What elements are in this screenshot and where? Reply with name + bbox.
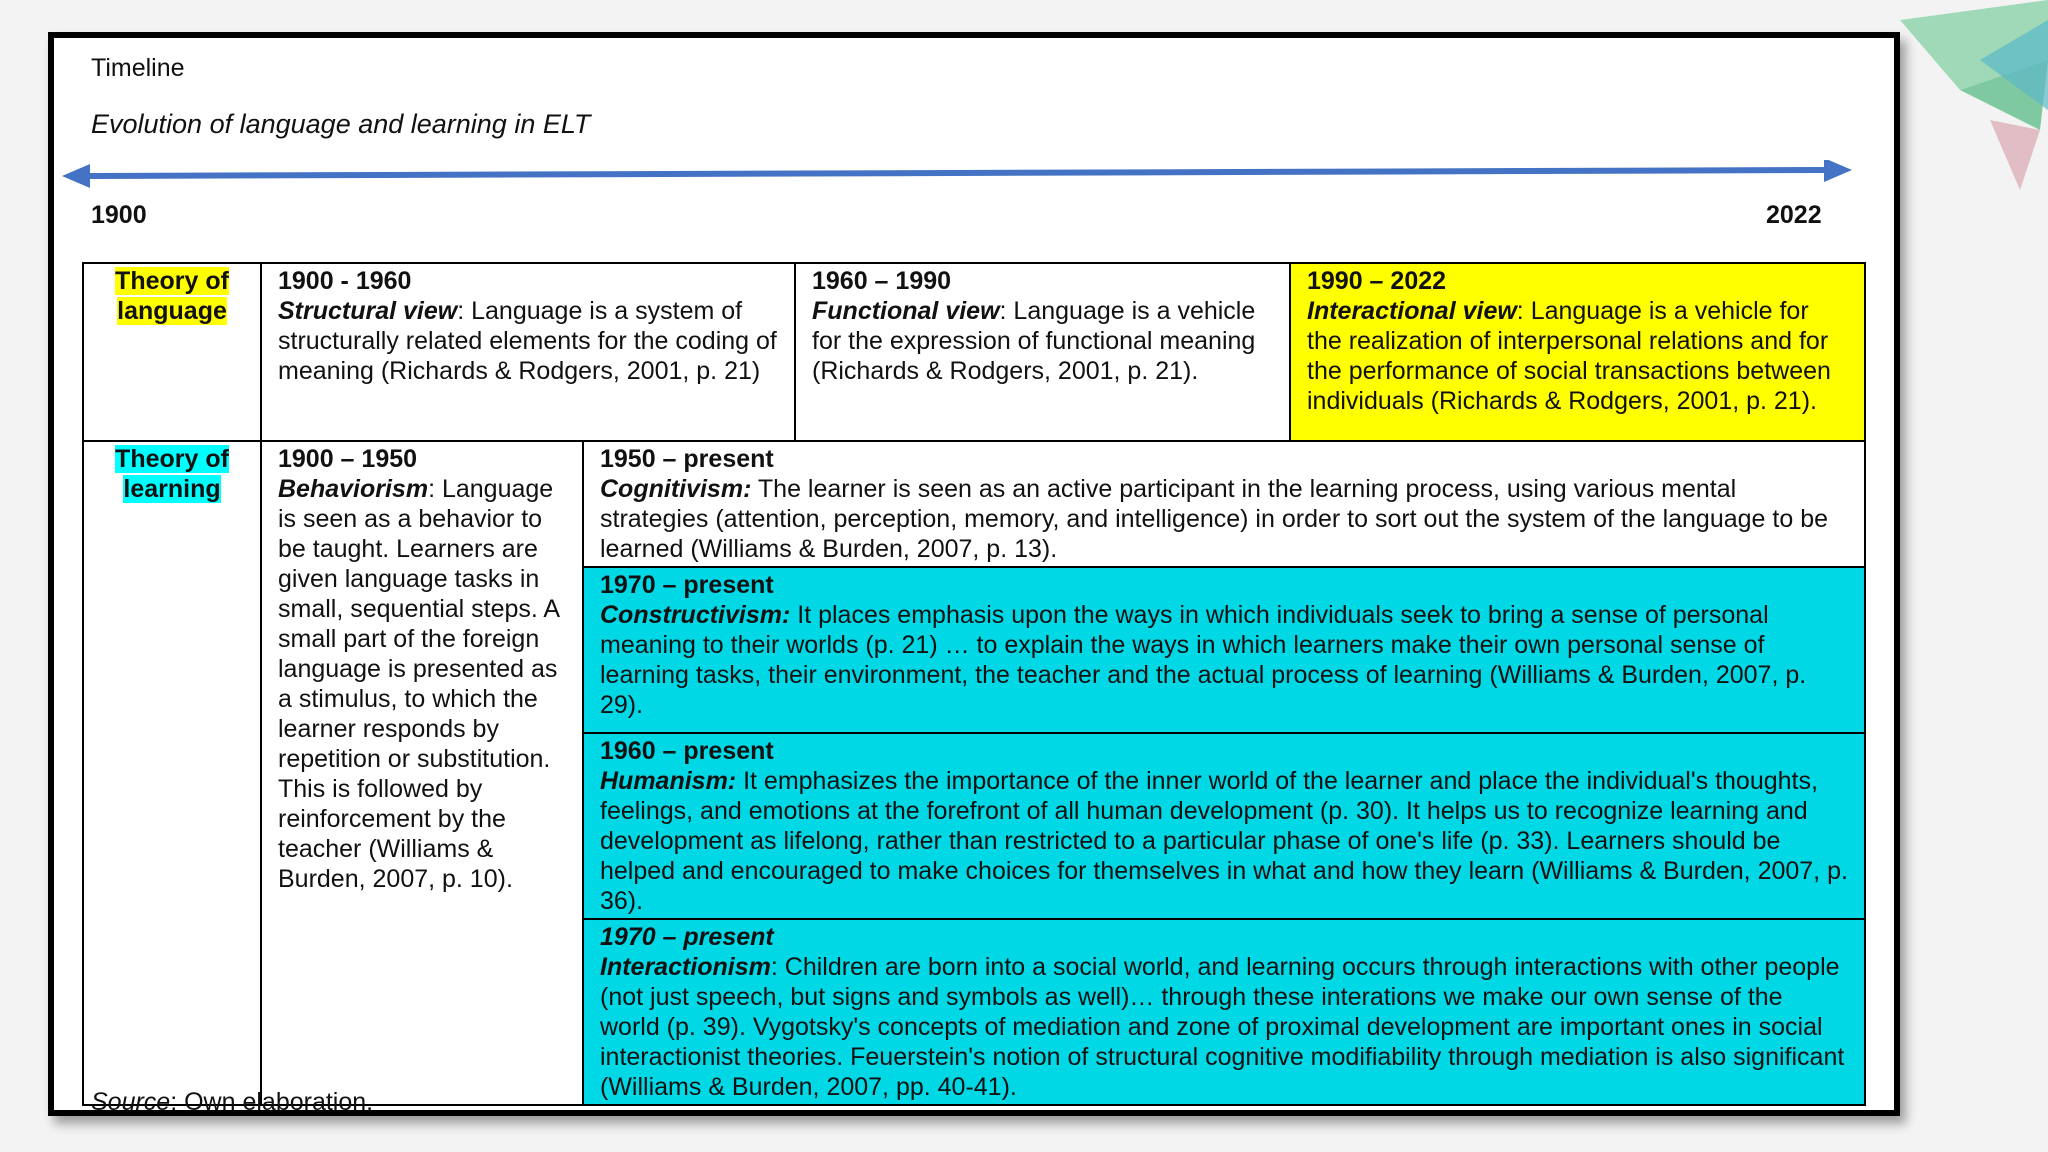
period-label: 1900 - 1960 <box>278 267 412 295</box>
language-header-label: Theory of language <box>115 267 229 325</box>
theories-table <box>82 262 1866 1106</box>
term-label: Functional view <box>812 297 1000 325</box>
description-text: It emphasizes the importance of the inner world of the learner and place the individual's thoughts, feelings, and emotions at the forefront of all human development (p. 30). It helps us to recognize learning and development as lifelong, rather than restricted to a particular phase of one's life (p. 33). Learners should be helped and encouraged to make choices for themselves in what and how they learn (Williams & Burden, 2007, p. 36). <box>600 767 1848 915</box>
figure-subtitle: Evolution of language and learning in ELT <box>91 109 591 139</box>
figure-title: Timeline <box>91 54 185 82</box>
period-label: 1950 – present <box>600 445 774 473</box>
constructivism-cell <box>583 567 1865 733</box>
source-text: : Own elaboration. <box>170 1088 374 1116</box>
term-label: Behaviorism <box>278 475 429 503</box>
term-label: Structural view <box>278 297 458 325</box>
functional-view-cell <box>795 263 1290 441</box>
period-label: 1970 – present <box>600 923 774 951</box>
cognitivism-cell <box>583 441 1865 567</box>
behaviorism-cell <box>261 441 583 1105</box>
description-text: : Language is seen as a behavior to be taught. Learners are given language tasks in small, sequential steps. A small part of the foreign language is presented as a stimulus, to which the learner responds by repetition or substitution. This is followed by reinforcement by the teacher (Williams & Burden, 2007, p. 10). <box>278 475 559 893</box>
source-note <box>91 1088 373 1117</box>
term-label: Humanism: <box>600 767 737 795</box>
term-label: Cognitivism: <box>600 475 752 503</box>
humanism-cell <box>583 733 1865 919</box>
description-text: : Children are born into a social world, and learning occurs through interactions with other people (not just speech, but signs and symbols as well)… through these interations we make our own sense of the world (p. 39). Vygotsky's concepts of mediation and zone of proximal development are important ones in social interactionist theories. Feuerstein's notion of structural cognitive modifiability through mediation is also significant (Williams & Burden, 2007, pp. 40-41). <box>600 953 1845 1101</box>
learning-row <box>83 441 1865 567</box>
period-label: 1990 – 2022 <box>1307 267 1447 295</box>
learning-header-label: Theory of learning <box>115 445 229 503</box>
timeline-start-year: 1900 <box>91 201 147 229</box>
timeline-end-year: 2022 <box>1766 201 1822 229</box>
interactionism-cell <box>583 919 1865 1105</box>
term-label: Interactional view <box>1307 297 1517 325</box>
structural-view-cell <box>261 263 795 441</box>
period-label: 1900 – 1950 <box>278 445 418 473</box>
description-text: The learner is seen as an active participant in the learning process, using various mental strategies (attention, perception, memory, and intelligence) in order to sort out the system of the language to be learned (Williams & Burden, 2007, p. 13). <box>600 475 1829 563</box>
description-text: : Language is a vehicle for the realization of interpersonal relations and for the performance of social transactions between individuals (Richards & Rodgers, 2001, p. 21). <box>1307 297 1831 415</box>
period-label: 1960 – present <box>600 737 774 765</box>
interactional-view-cell <box>1290 263 1865 441</box>
description-text: : Language is a system of structurally related elements for the coding of meaning (Richards & Rodgers, 2001, p. 21) <box>278 297 777 385</box>
timeline-arrow <box>62 160 1852 190</box>
row-header-language <box>83 263 261 441</box>
period-label: 1970 – present <box>600 571 774 599</box>
language-row <box>83 263 1865 441</box>
term-label: Constructivism: <box>600 601 791 629</box>
period-label: 1960 – 1990 <box>812 267 952 295</box>
description-text: It places emphasis upon the ways in which individuals seek to bring a sense of personal meaning to their worlds (p. 21) … to explain the ways in which learners make their own personal sense of learning tasks, their environment, the teacher and the actual process of learning (Williams & Burden, 2007, p. 29). <box>600 601 1807 719</box>
description-text: : Language is a vehicle for the expression of functional meaning (Richards & Rodgers, 2001, p. 21). <box>812 297 1256 385</box>
row-header-learning <box>83 441 261 1105</box>
term-label: Interactionism <box>600 953 771 981</box>
source-label: Source <box>91 1088 171 1116</box>
timeline-figure <box>48 32 1900 1116</box>
